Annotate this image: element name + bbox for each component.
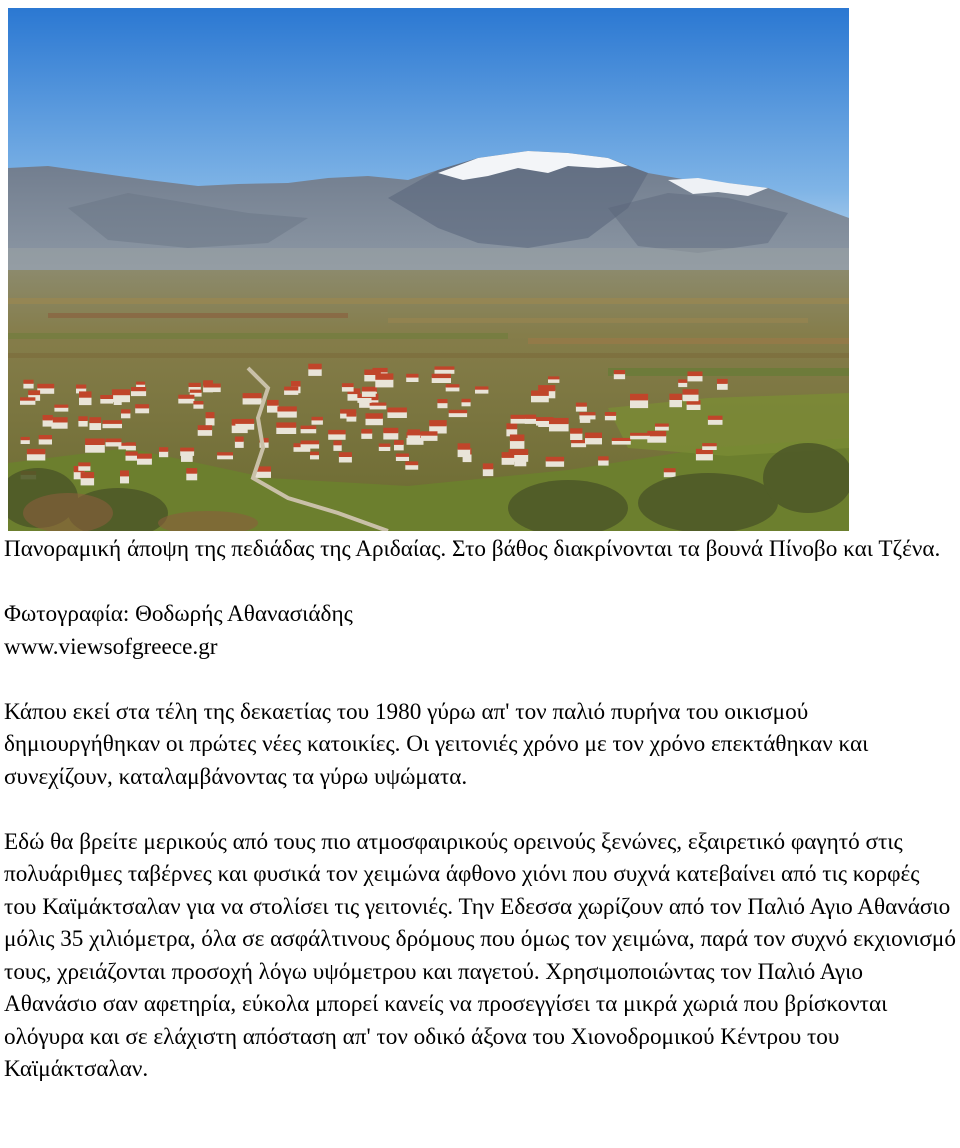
village-house-roof [136, 382, 145, 385]
village-house-wall [342, 386, 354, 391]
village-house-roof [235, 419, 254, 424]
village-house-roof [43, 415, 53, 420]
village-house-roof [570, 428, 582, 433]
village-house-wall [664, 472, 676, 478]
village-house-wall [702, 446, 717, 450]
village-house-roof [612, 438, 631, 441]
village-house-roof [366, 413, 383, 419]
village-house-roof [548, 376, 559, 379]
village-house-roof [20, 397, 35, 400]
village-house-roof [408, 429, 421, 435]
village-house-roof [206, 412, 215, 418]
village-house-wall [206, 417, 215, 425]
village-house-wall [432, 377, 451, 383]
photo-caption: Πανοραμική άποψη της πεδιάδας της Αριδαίας. Στο βάθος διακρίνονται τα βουνά Πίνοβο και Τζένα. [4, 536, 941, 562]
village-house-roof [342, 383, 354, 387]
village-house-roof [37, 384, 54, 389]
village-house-wall [405, 465, 418, 470]
village-house-roof [531, 391, 549, 396]
village-house-wall [366, 418, 383, 425]
village-house-roof [717, 379, 728, 384]
village-house-roof [21, 437, 30, 440]
village-house-roof [449, 410, 467, 413]
village-house-wall [579, 415, 595, 420]
village-house-roof [276, 422, 296, 427]
village-house-roof [571, 440, 586, 444]
village-house-roof [89, 417, 101, 423]
village-house-wall [708, 419, 723, 425]
village-house-roof [76, 385, 86, 389]
village-house-roof [387, 408, 407, 413]
village-house-wall [683, 394, 699, 401]
village-house-wall [571, 443, 586, 448]
village-house-wall [362, 391, 376, 397]
village-house-wall [437, 403, 447, 409]
village-house-roof [126, 451, 138, 455]
village-house-wall [203, 387, 220, 392]
village-house-roof [546, 457, 564, 462]
village-house-roof [159, 447, 168, 452]
village-house-wall [103, 423, 123, 428]
village-house-wall [284, 390, 298, 395]
village-house-roof [585, 433, 602, 439]
village-house-roof [106, 439, 122, 443]
village-house-roof [131, 387, 146, 391]
village-house-wall [112, 394, 130, 402]
village-house-roof [437, 399, 447, 403]
village-house-wall [375, 379, 393, 388]
village-house-roof [308, 364, 321, 370]
village-house-wall [193, 404, 203, 409]
village-house-roof [421, 431, 438, 435]
village-house-roof [462, 399, 471, 403]
village-house-roof [598, 456, 609, 460]
village-house-wall [370, 405, 387, 409]
village-house-roof [243, 393, 262, 398]
village-house-roof [405, 461, 418, 465]
village-house-wall [614, 374, 625, 380]
village-house-roof [267, 400, 279, 406]
village-house-roof [235, 437, 244, 442]
paragraph-history: Κάπου εκεί στα τέλη της δεκαετίας του 1980 γύρω απ' τον παλιό πυρήνα του οικισμού δημιουργήθηκαν οι πρώτες νέες κατοικίες. Οι γειτονιές χρόνο με τον χρόνο επεκτάθηκαν και συνεχίζουν, καταλαμβάνοντας τα γύρω υψώματα. [4, 698, 869, 790]
village-house-roof [100, 395, 113, 399]
village-house-wall [43, 419, 53, 426]
village-house-roof [688, 372, 703, 377]
village-house-roof [630, 433, 650, 436]
village-house-roof [605, 412, 616, 416]
village-house-wall [357, 397, 371, 403]
village-house-roof [510, 435, 525, 442]
village-house-wall [408, 434, 421, 442]
village-house-wall [678, 382, 687, 387]
village-house-wall [23, 383, 33, 388]
village-house-roof [502, 452, 515, 458]
village-house-roof [506, 423, 517, 429]
village-house-roof [614, 370, 625, 374]
photo-credit: Φωτογραφία: Θοδωρής Αθανασιάδης [4, 601, 353, 627]
village-house-roof [301, 426, 317, 430]
village-house-wall [717, 383, 728, 390]
village-house-roof [180, 448, 194, 452]
village-house-roof [186, 468, 197, 474]
paragraph-attractions: Εδώ θα βρείτε μερικούς από τους πιο ατμοσφαιρικούς ορεινούς ξενώνες, εξαιρετικό φαγητό στις πολυάριθμες ταβέρνες και φυσικά τον χειμώνα άφθονο χιόνι που συχνά κατεβαίνει από τις κορφές του Καϊμάκτσαλαν για να στολίσει τις γειτονιές. Την Εδεσσα χωρίζουν από τον Παλιό Αγιο Αθανάσιο μόλις 35 χιλιόμετρα, όλα σε ασφάλτινους δρόμους που όμως τον χειμώνα, παρά τον συχνό εκχιονισμό τους, χρειάζονται προσοχή λόγω υψόμετρου και παγετού. Χρησιμοποιώντας τον Παλιό Αγιο Αθανάσιο σαν αφετηρία, εύκολα μπορεί κανείς να προσεγγίσει τα μικρά χωριά που βρίσκονται ολόγυρα και σε ελάχιστη απόσταση απ' τον οδικό άξονα του Χιονοδρομικού Κέντρου του Καϊμάκτσαλαν. [4, 828, 956, 1082]
village-house-wall [78, 466, 90, 471]
village-house-roof [39, 435, 52, 439]
landscape-photo [8, 8, 849, 531]
village-house-wall [81, 477, 95, 485]
village-house-roof [23, 380, 33, 384]
village-house-wall [576, 406, 587, 412]
village-house-roof [683, 389, 699, 395]
village-house-roof [28, 390, 40, 395]
village-house-wall [235, 423, 254, 430]
village-house-wall [688, 375, 703, 381]
village-house-roof [310, 452, 319, 456]
village-house-roof [312, 417, 323, 421]
village-house-roof [112, 389, 130, 395]
village-house-roof [198, 425, 212, 430]
village-house-wall [383, 432, 398, 439]
village-house-wall [106, 442, 122, 447]
village-house-wall [511, 418, 526, 423]
village-house-roof [277, 406, 296, 411]
village-house-roof [458, 443, 471, 449]
village-house-roof [193, 401, 203, 405]
village-house-roof [78, 462, 90, 466]
village-house-roof [483, 463, 494, 469]
village-house-wall [630, 435, 650, 439]
village-house-roof [291, 381, 301, 387]
village-house-wall [243, 398, 262, 405]
village-house-wall [131, 391, 146, 397]
village-house-wall [462, 402, 471, 407]
village-house-wall [121, 413, 130, 419]
village-house-wall [598, 460, 609, 466]
village-house-roof [576, 403, 587, 407]
village-house-wall [100, 398, 113, 403]
village-house-roof [429, 420, 447, 426]
village-house-wall [379, 446, 391, 451]
village-house-wall [612, 441, 631, 445]
village-house-roof [435, 366, 455, 369]
source-website: www.viewsofgreece.gr [4, 633, 218, 660]
village-house-wall [525, 418, 536, 424]
village-house-wall [178, 398, 194, 403]
village-house-wall [79, 397, 92, 405]
village-house-roof [361, 429, 372, 434]
village-house-roof [708, 416, 723, 420]
village-house-roof [347, 412, 357, 416]
village-house-roof [664, 468, 676, 472]
village-house-roof [655, 424, 669, 427]
village-house-wall [347, 416, 357, 422]
village-house-wall [502, 457, 515, 465]
village-house-roof [538, 385, 555, 391]
village-house-wall [20, 400, 35, 405]
village-house-roof [178, 395, 194, 399]
village-house-wall [449, 413, 467, 418]
village-house-wall [549, 423, 569, 431]
village-house-wall [126, 455, 138, 461]
village-house-wall [475, 389, 488, 393]
village-house-wall [51, 422, 67, 429]
village-house-roof [189, 383, 201, 387]
village-house-roof [333, 441, 341, 446]
village-house-roof [379, 444, 391, 447]
village-house-wall [548, 379, 559, 383]
village-house-roof [103, 420, 123, 424]
village-house-roof [375, 373, 393, 379]
village-house-roof [51, 417, 67, 422]
village-house-wall [267, 405, 279, 413]
village-house-roof [27, 449, 45, 454]
village-house-wall [21, 440, 30, 444]
village-house-wall [78, 420, 87, 426]
village-house-wall [276, 427, 296, 434]
village-house-roof [446, 384, 460, 387]
village-house-roof [120, 470, 129, 476]
village-house-wall [186, 473, 197, 481]
village-house-wall [89, 422, 101, 430]
village-house-wall [570, 433, 582, 440]
village-house-wall [546, 461, 564, 467]
village-house-wall [310, 455, 319, 460]
village-house-roof [383, 428, 398, 433]
village-house-wall [180, 451, 194, 456]
village-house-wall [277, 411, 296, 418]
village-house-roof [54, 405, 68, 408]
village-house-roof [328, 430, 345, 435]
village-house-roof [135, 404, 149, 408]
village-house-wall [85, 444, 105, 453]
village-house-wall [120, 475, 129, 483]
village-house-roof [678, 379, 687, 383]
village-house-roof [190, 390, 202, 393]
village-house-roof [79, 391, 92, 397]
village-house-roof [579, 412, 595, 415]
village-house-wall [531, 395, 549, 402]
village-house-wall [458, 449, 471, 458]
village-house-wall [687, 404, 701, 410]
village-house-roof [647, 431, 666, 436]
village-house-wall [655, 426, 669, 430]
village-house-wall [669, 399, 682, 407]
village-house-wall [217, 455, 233, 459]
village-house-wall [159, 451, 168, 457]
article-text [4, 533, 956, 1086]
village-house-roof [301, 441, 320, 445]
village-house-wall [361, 433, 372, 439]
village-house-roof [702, 443, 717, 446]
village-house-wall [394, 444, 404, 450]
village-house-wall [308, 368, 321, 376]
village-house-roof [370, 403, 387, 406]
village-house-roof [85, 439, 105, 446]
village-house-roof [78, 416, 87, 421]
village-house-roof [339, 452, 352, 457]
village-house-roof [396, 454, 409, 457]
village-house-roof [217, 452, 233, 455]
village-house-wall [630, 399, 648, 408]
village-house-wall [27, 453, 45, 460]
village-house-wall [446, 387, 460, 391]
village-house-roof [284, 387, 298, 391]
village-house-wall [137, 458, 152, 465]
village-house-roof [630, 394, 648, 401]
village-house-roof [549, 418, 569, 424]
village-house-roof [137, 454, 152, 459]
village-house-wall [312, 420, 323, 425]
village-house-roof [432, 374, 451, 378]
village-house-wall [421, 435, 438, 441]
village-house-wall [435, 369, 455, 374]
village-house-roof [203, 384, 220, 388]
village-house-wall [605, 415, 616, 420]
village-house-wall [339, 456, 352, 462]
village-house-wall [406, 377, 418, 382]
village-house-roof [669, 394, 682, 400]
village-house-wall [198, 429, 212, 436]
village-house-wall [696, 453, 713, 460]
village-house-wall [235, 441, 244, 448]
village-house-roof [81, 472, 95, 478]
village-house-wall [483, 468, 494, 476]
village-house-roof [406, 374, 418, 378]
village-house-wall [301, 444, 320, 449]
village-house-wall [39, 439, 52, 445]
village-house-wall [301, 429, 317, 434]
village-house-wall [387, 412, 407, 419]
village-house-wall [333, 445, 341, 451]
village-house-roof [525, 415, 536, 419]
village-house-roof [362, 387, 376, 392]
village-house-wall [647, 435, 666, 442]
village-house-wall [585, 437, 602, 444]
village-house-wall [54, 407, 68, 411]
village-house-roof [121, 409, 130, 413]
village-house-roof [511, 415, 526, 419]
village-house-roof [475, 386, 488, 389]
village-house-wall [135, 408, 149, 414]
village-house-wall [510, 440, 525, 449]
village-house-wall [328, 434, 345, 440]
village-house-roof [394, 440, 404, 445]
village-house-wall [396, 456, 409, 461]
